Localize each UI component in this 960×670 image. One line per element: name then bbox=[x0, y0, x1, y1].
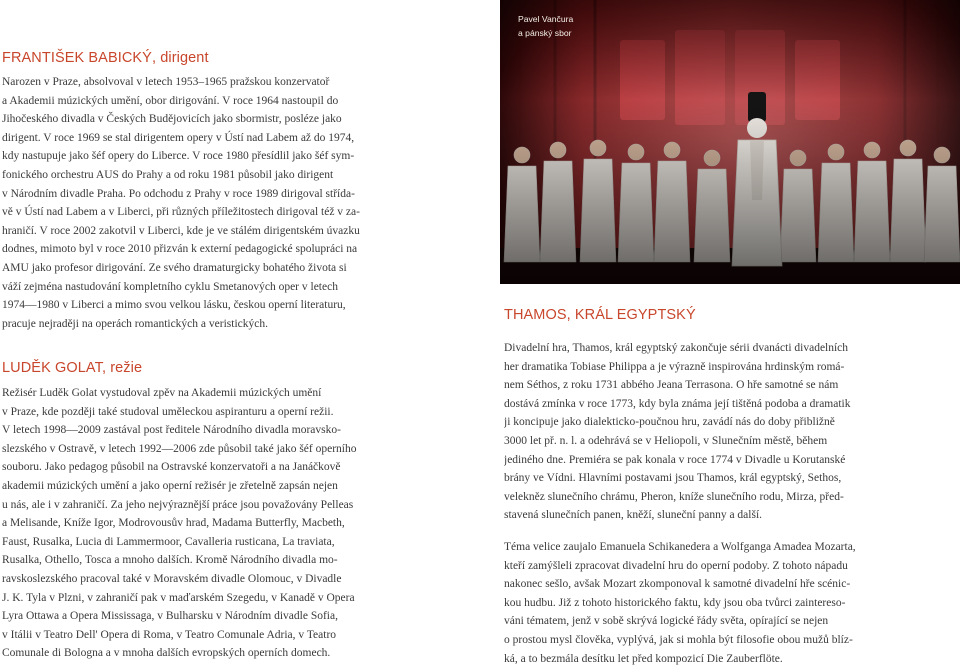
text-line: u nás, ale i v zahraničí. Za jeho nejvýraznější práce jsou považovány Pelleas bbox=[2, 498, 354, 511]
golat-heading: LUDĚK GOLAT, režie bbox=[2, 360, 143, 376]
text-line: Jihočeského divadla v Českých Budějovicích jako sbormistr, posléze jako bbox=[2, 113, 342, 126]
text-line: hraničí. V roce 2002 zakotvil v Liberci, kde je ve stálém dirigentském úvazku bbox=[2, 224, 360, 237]
babicky-bio bbox=[2, 73, 360, 333]
photo-vignette bbox=[500, 0, 960, 284]
text-line: v Praze, kde později také studoval uměleckou aspiranturu a operní režii. bbox=[2, 405, 334, 418]
text-line: váni tématem, jenž v sobě skrývá logické řády světa, opírající se nejen bbox=[504, 615, 829, 628]
text-line: ji koncipuje jako dialekticko-poučnou hru, zavádí nás do doby přibližně bbox=[504, 416, 835, 429]
text-line: pracuje nejraději na operách romantických a veristických. bbox=[2, 317, 268, 330]
text-line: akademii múzických umění a jako operní režisér je zřetelně zapsán nejen bbox=[2, 479, 338, 492]
text-line: a Melisande, Kníže Igor, Modrovousův hrad, Madama Butterfly, Macbeth, bbox=[2, 517, 345, 530]
text-line: kteří zamýšleli zpracovat divadelní hru do operní podoby. Z tohoto nápadu bbox=[504, 559, 848, 572]
text-line: Lyra Ottawa a Opera Mississaga, v Bulharsku v Národním divadle Sofia, bbox=[2, 610, 338, 623]
golat-bio bbox=[2, 384, 357, 663]
text-line: J. K. Tyla v Plzni, v zahraničí pak v maďarském Szegedu, v Kanadě v Opera bbox=[2, 591, 355, 604]
text-line: brány ve Vídni. Hlavními postavami jsou Thamos, král egyptský, Sethos, bbox=[504, 472, 842, 485]
thamos-paragraph-2 bbox=[504, 538, 856, 668]
text-line: AMU jako profesor dirigování. Ze svého dramaturgicky bohatého života si bbox=[2, 261, 347, 274]
thamos-paragraph-1 bbox=[504, 339, 851, 525]
thamos-heading: THAMOS, KRÁL EGYPTSKÝ bbox=[504, 307, 696, 323]
text-line: jediného dne. Premiéra se pak konala v roce 1774 v Divadle u Korutanské bbox=[504, 453, 846, 466]
text-line: slezského v Ostravě, v letech 1992—2006 zde působil také jako šéf operního bbox=[2, 442, 357, 455]
text-line: V letech 1998—2009 zastával post ředitele Národního divadla moravsko- bbox=[2, 424, 341, 437]
text-line: 1974—1980 v Liberci a mimo svou velkou lásku, českou operní literaturu, bbox=[2, 299, 346, 312]
text-line: a Akademii múzických umění, obor dirigování. V roce 1964 nastoupil do bbox=[2, 94, 339, 107]
text-line: v Itálii v Teatro Dell' Opera di Roma, v Teatro Comunale Adria, v Teatro bbox=[2, 628, 337, 641]
text-line: váží zejména nastudování kompletního cyklu Smetanových oper v letech bbox=[2, 280, 338, 293]
text-line: kdy nastupuje jako šéf opery do Liberce. V roce 1980 přesídlil jako šéf sym- bbox=[2, 150, 355, 163]
text-line: nakonec sešlo, avšak Mozart zkomponoval k samotné divadelní hře scénic- bbox=[504, 578, 851, 591]
text-line: fonického orchestru AUS do Prahy a od roku 1981 působil jako dirigent bbox=[2, 168, 334, 181]
text-line: nem Séthos, z roku 1731 abbého Jeana Terrasona. O hře samotné se nám bbox=[504, 379, 839, 392]
text-line: Faust, Rusalka, Lucia di Lammermoor, Cavalleria rusticana, La traviata, bbox=[2, 535, 335, 548]
text-line: Divadelní hra, Thamos, král egyptský zakončuje sérii dvanácti divadelních bbox=[504, 342, 849, 354]
text-line: Rusalka, Othello, Tosca a mnoho dalších. Kromě Národního divadla mo- bbox=[2, 554, 338, 567]
opera-stage-photo bbox=[500, 0, 960, 284]
text-line: o prostou mysl člověka, vyplývá, jak si mohla být filosofie obou mužů blíz- bbox=[504, 633, 853, 646]
text-line: v Národním divadle Praha. Po odchodu z Prahy v roce 1989 dirigoval střída- bbox=[2, 187, 355, 200]
photo-caption-line-1: Pavel Vančura bbox=[518, 14, 574, 24]
text-line: her dramatika Tobiase Philippa a je výrazně inspirována hrdinským romá- bbox=[504, 360, 845, 373]
text-line: Comunale di Bologna a v mnoha dalších evropských operních domech. bbox=[2, 647, 331, 660]
text-line: vě v Ústí nad Labem a v Liberci, při různých příležitostech dirigoval též v za- bbox=[2, 206, 360, 219]
text-line: Narozen v Praze, absolvoval v letech 1953–1965 pražskou konzervatoř bbox=[2, 76, 330, 88]
text-line: souboru. Jako pedagog působil na Ostravské konzervatoři a na Janáčkově bbox=[2, 461, 341, 474]
text-line: ravskoslezského pracoval také v Moravském divadle Olomouc, v Divadle bbox=[2, 572, 342, 585]
photo-caption-line-2: a pánský sbor bbox=[518, 28, 572, 38]
text-line: dirigent. V roce 1969 se stal dirigentem opery v Ústí nad Labem až do 1974, bbox=[2, 131, 355, 144]
text-line: Téma velice zaujalo Emanuela Schikanedera a Wolfganga Amadea Mozarta, bbox=[504, 541, 856, 553]
text-line: 3000 let př. n. l. a odehrává se v Heliopoli, v Slunečním městě, během bbox=[504, 434, 828, 447]
text-line: kou hudbu. Již z tohoto historického faktu, kdy jsou oba tvůrci zaintereso- bbox=[504, 596, 846, 609]
babicky-heading: FRANTIŠEK BABICKÝ, dirigent bbox=[2, 50, 209, 66]
text-line: velekněz slunečního chrámu, Pheron, kníže slunečního rodu, Mirza, před- bbox=[504, 490, 844, 503]
text-line: ká, a to bezmála desítku let před kompozicí Die Zauberflöte. bbox=[504, 652, 783, 665]
text-line: dostává zmínka v roce 1773, kdy byla známa její tištěná podoba a dramatik bbox=[504, 397, 851, 410]
text-line: stavená slunečních panen, kněží, sluneční panny a další. bbox=[504, 509, 763, 522]
text-line: Režisér Luděk Golat vystudoval zpěv na Akademii múzických umění bbox=[2, 387, 322, 399]
text-line: dodnes, mimoto byl v roce 2010 přizván k externí pedagogické spolupráci na bbox=[2, 243, 358, 256]
